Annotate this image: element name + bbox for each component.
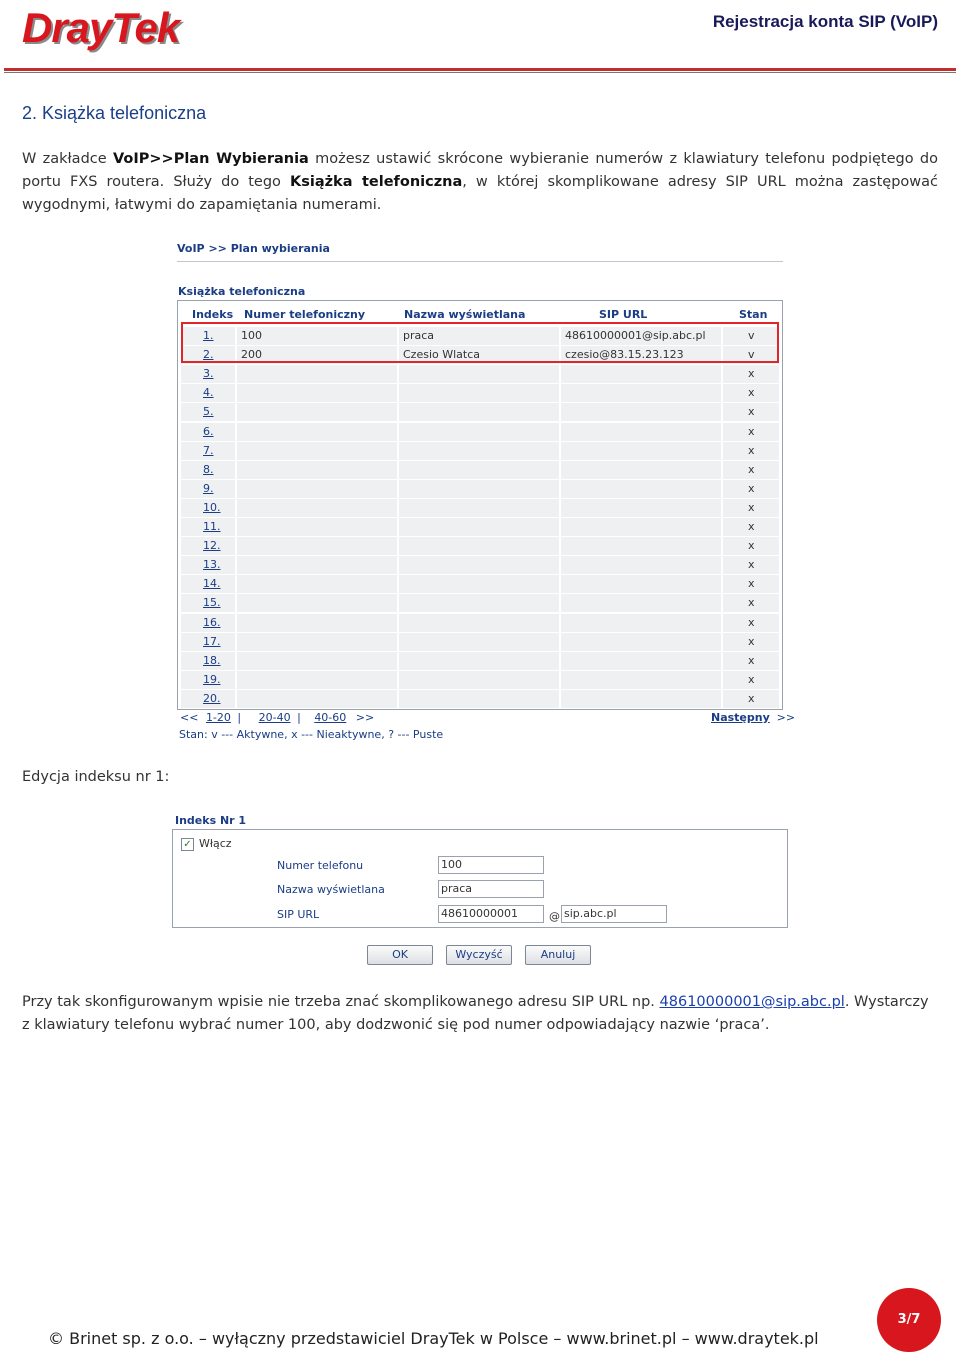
table-row bbox=[181, 575, 779, 594]
table-row bbox=[181, 365, 779, 384]
number-cell: 100 bbox=[237, 327, 397, 345]
status-cell: x bbox=[723, 480, 779, 498]
number-cell bbox=[237, 403, 397, 421]
name-cell bbox=[399, 442, 559, 460]
pager-next[interactable] bbox=[711, 711, 795, 724]
ok-button[interactable]: OK bbox=[367, 945, 433, 965]
number-cell bbox=[237, 690, 397, 708]
table-row bbox=[181, 633, 779, 652]
name-cell bbox=[399, 575, 559, 593]
display-name-label: Nazwa wyświetlana bbox=[277, 883, 385, 896]
table-row bbox=[181, 442, 779, 461]
status-cell: x bbox=[723, 403, 779, 421]
status-cell: x bbox=[723, 556, 779, 574]
pager-prev[interactable]: << bbox=[180, 711, 199, 724]
section-heading: 2. Książka telefoniczna bbox=[22, 103, 207, 123]
name-cell bbox=[399, 480, 559, 498]
outro-text-2: . Wystarczy z klawiatury telefonu wybrać numer 100, aby dodzwonić się pod numer odpowiadający nazwie ‘praca’. bbox=[22, 994, 929, 1033]
status-cell: x bbox=[723, 671, 779, 689]
outro-text-1: Przy tak skonfigurowanym wpisie nie trzeba znać skomplikowanego adresu SIP URL np. bbox=[22, 994, 660, 1010]
index-link[interactable]: 7. bbox=[181, 442, 235, 460]
index-link[interactable]: 3. bbox=[181, 365, 235, 383]
column-header-number: Numer telefoniczny bbox=[244, 308, 366, 321]
number-cell bbox=[237, 652, 397, 670]
status-cell: x bbox=[723, 499, 779, 517]
table-row bbox=[181, 556, 779, 575]
table-row bbox=[181, 423, 779, 442]
table-row bbox=[181, 690, 779, 709]
status-cell: x bbox=[723, 423, 779, 441]
intro-text-1: W zakładce bbox=[22, 151, 113, 167]
sip-user-input[interactable]: 48610000001 bbox=[438, 905, 544, 923]
number-cell bbox=[237, 594, 397, 612]
phonebook-table-header bbox=[178, 304, 782, 323]
number-cell: 200 bbox=[237, 346, 397, 364]
table-row bbox=[181, 499, 779, 518]
table-row bbox=[181, 518, 779, 537]
number-cell bbox=[237, 537, 397, 555]
sip-url-cell bbox=[561, 652, 721, 670]
index-link[interactable]: 16. bbox=[181, 614, 235, 632]
number-cell bbox=[237, 461, 397, 479]
sip-url-cell bbox=[561, 499, 721, 517]
sip-url-cell bbox=[561, 690, 721, 708]
enable-checkbox[interactable]: ✓ bbox=[181, 838, 194, 851]
index-link[interactable]: 13. bbox=[181, 556, 235, 574]
sip-url-cell bbox=[561, 423, 721, 441]
name-cell bbox=[399, 365, 559, 383]
sip-url-cell bbox=[561, 365, 721, 383]
table-row bbox=[181, 671, 779, 690]
sip-url-cell bbox=[561, 671, 721, 689]
name-cell: Czesio Wlatca bbox=[399, 346, 559, 364]
edit-form-title: Indeks Nr 1 bbox=[175, 814, 247, 827]
name-cell bbox=[399, 652, 559, 670]
table-row bbox=[181, 403, 779, 422]
intro-text-3: , w której skomplikowane adresy SIP URL można zastępować wygodnymi, łatwymi do zapamiętania numerami. bbox=[22, 174, 938, 213]
sip-url-cell bbox=[561, 480, 721, 498]
index-link[interactable]: 18. bbox=[181, 652, 235, 670]
name-cell bbox=[399, 518, 559, 536]
index-link[interactable]: 2. bbox=[181, 346, 235, 364]
phone-number-label: Numer telefonu bbox=[277, 859, 364, 872]
sip-url-cell bbox=[561, 575, 721, 593]
table-row bbox=[181, 384, 779, 403]
table-row bbox=[181, 594, 779, 613]
header-divider bbox=[4, 68, 956, 71]
name-cell bbox=[399, 690, 559, 708]
number-cell bbox=[237, 575, 397, 593]
status-cell: x bbox=[723, 442, 779, 460]
name-cell bbox=[399, 633, 559, 651]
status-cell: x bbox=[723, 461, 779, 479]
edit-form bbox=[172, 829, 788, 928]
intro-bold-phonebook: Książka telefoniczna bbox=[290, 174, 463, 190]
index-link[interactable]: 17. bbox=[181, 633, 235, 651]
pagination bbox=[180, 711, 374, 724]
index-link[interactable]: 5. bbox=[181, 403, 235, 421]
status-legend: Stan: v --- Aktywne, x --- Nieaktywne, ? --- Puste bbox=[179, 728, 444, 741]
name-cell bbox=[399, 614, 559, 632]
name-cell bbox=[399, 423, 559, 441]
highlight-frame bbox=[181, 322, 779, 363]
column-header-index: Indeks bbox=[192, 308, 234, 321]
number-cell bbox=[237, 518, 397, 536]
pager-next-arrow[interactable]: >> bbox=[776, 711, 796, 724]
clear-button[interactable]: Wyczyść bbox=[446, 945, 512, 965]
number-cell bbox=[237, 365, 397, 383]
pager-link-1-20[interactable]: 1-20 bbox=[205, 711, 231, 724]
name-cell bbox=[399, 556, 559, 574]
name-cell bbox=[399, 403, 559, 421]
display-name-input[interactable]: praca bbox=[438, 880, 544, 898]
number-cell bbox=[237, 614, 397, 632]
pager-link-20-40[interactable]: 20-40 bbox=[258, 711, 291, 724]
outro-paragraph bbox=[22, 991, 938, 1037]
status-cell: x bbox=[723, 633, 779, 651]
document-title: Rejestracja konta SIP (VoIP) bbox=[712, 12, 938, 31]
column-header-name: Nazwa wyświetlana bbox=[404, 308, 526, 321]
status-cell: x bbox=[723, 365, 779, 383]
intro-paragraph bbox=[22, 148, 938, 217]
name-cell bbox=[399, 384, 559, 402]
sip-domain-input[interactable]: sip.abc.pl bbox=[561, 905, 667, 923]
enable-label: Włącz bbox=[199, 837, 232, 850]
number-cell bbox=[237, 480, 397, 498]
index-link[interactable]: 6. bbox=[181, 423, 235, 441]
sip-url-cell: czesio@83.15.23.123 bbox=[561, 346, 721, 364]
sip-url-cell bbox=[561, 633, 721, 651]
sip-url-cell bbox=[561, 403, 721, 421]
index-link[interactable]: 19. bbox=[181, 671, 235, 689]
name-cell bbox=[399, 537, 559, 555]
sip-url-cell bbox=[561, 384, 721, 402]
number-cell bbox=[237, 633, 397, 651]
index-link[interactable]: 11. bbox=[181, 518, 235, 536]
table-row bbox=[181, 652, 779, 671]
header-divider-shadow bbox=[4, 72, 956, 73]
number-cell bbox=[237, 671, 397, 689]
pager-next-label[interactable]: Następny bbox=[711, 711, 770, 724]
status-cell: x bbox=[723, 652, 779, 670]
status-cell: v bbox=[723, 346, 779, 364]
number-cell bbox=[237, 384, 397, 402]
breadcrumb-divider bbox=[177, 261, 783, 262]
breadcrumb: VoIP >> Plan wybierania bbox=[177, 242, 330, 255]
number-cell bbox=[237, 499, 397, 517]
sip-url-cell bbox=[561, 442, 721, 460]
sip-url-cell bbox=[561, 614, 721, 632]
phone-number-input[interactable]: 100 bbox=[438, 856, 544, 874]
status-cell: x bbox=[723, 690, 779, 708]
sip-url-cell bbox=[561, 461, 721, 479]
table-row bbox=[181, 480, 779, 499]
status-cell: x bbox=[723, 575, 779, 593]
index-link[interactable]: 15. bbox=[181, 594, 235, 612]
sip-url-cell bbox=[561, 556, 721, 574]
status-cell: x bbox=[723, 384, 779, 402]
pager-link-40-60[interactable]: 40-60 bbox=[314, 711, 347, 724]
name-cell bbox=[399, 499, 559, 517]
pager-separator: | bbox=[297, 711, 301, 724]
index-link[interactable]: 12. bbox=[181, 537, 235, 555]
phonebook-title: Książka telefoniczna bbox=[178, 285, 306, 298]
number-cell bbox=[237, 442, 397, 460]
sip-url-cell: 48610000001@sip.abc.pl bbox=[561, 327, 721, 345]
index-link[interactable]: 8. bbox=[181, 461, 235, 479]
index-link[interactable]: 9. bbox=[181, 480, 235, 498]
index-link[interactable]: 10. bbox=[181, 499, 235, 517]
draytek-logo: DrayTek bbox=[22, 4, 180, 51]
name-cell bbox=[399, 594, 559, 612]
status-cell: x bbox=[723, 614, 779, 632]
name-cell: praca bbox=[399, 327, 559, 345]
page-header bbox=[0, 0, 960, 76]
intro-text-2: możesz ustawić skrócone wybieranie numerów z klawiatury telefonu podpiętego do portu FXS routera. Służy do tego bbox=[22, 151, 938, 190]
status-cell: x bbox=[723, 518, 779, 536]
footer-text: © Brinet sp. z o.o. – wyłączny przedstawiciel DrayTek w Polsce – www.brinet.pl – www.draytek.pl bbox=[48, 1329, 819, 1348]
status-cell: v bbox=[723, 327, 779, 345]
sip-url-cell bbox=[561, 518, 721, 536]
cancel-button[interactable]: Anuluj bbox=[525, 945, 591, 965]
index-link[interactable]: 14. bbox=[181, 575, 235, 593]
table-row bbox=[181, 461, 779, 480]
index-link[interactable]: 20. bbox=[181, 690, 235, 708]
index-link[interactable]: 4. bbox=[181, 384, 235, 402]
pager-separator: | bbox=[237, 711, 242, 724]
edit-caption: Edycja indeksu nr 1: bbox=[22, 769, 170, 785]
page-number-badge: 3/7 bbox=[877, 1288, 941, 1352]
index-link[interactable]: 1. bbox=[181, 327, 235, 345]
table-row bbox=[181, 614, 779, 633]
column-header-status: Stan bbox=[739, 308, 768, 321]
name-cell bbox=[399, 461, 559, 479]
table-row bbox=[181, 537, 779, 556]
number-cell bbox=[237, 423, 397, 441]
status-cell: x bbox=[723, 594, 779, 612]
intro-bold-menu: VoIP>>Plan Wybierania bbox=[113, 151, 309, 167]
sip-url-cell bbox=[561, 537, 721, 555]
sip-example-link[interactable]: 48610000001@sip.abc.pl bbox=[659, 994, 845, 1010]
at-sign: @ bbox=[549, 910, 560, 923]
pager-more[interactable]: >> bbox=[355, 711, 375, 724]
status-cell: x bbox=[723, 537, 779, 555]
column-header-sip: SIP URL bbox=[599, 308, 648, 321]
sip-url-cell bbox=[561, 594, 721, 612]
number-cell bbox=[237, 556, 397, 574]
name-cell bbox=[399, 671, 559, 689]
sip-url-label: SIP URL bbox=[277, 908, 320, 921]
